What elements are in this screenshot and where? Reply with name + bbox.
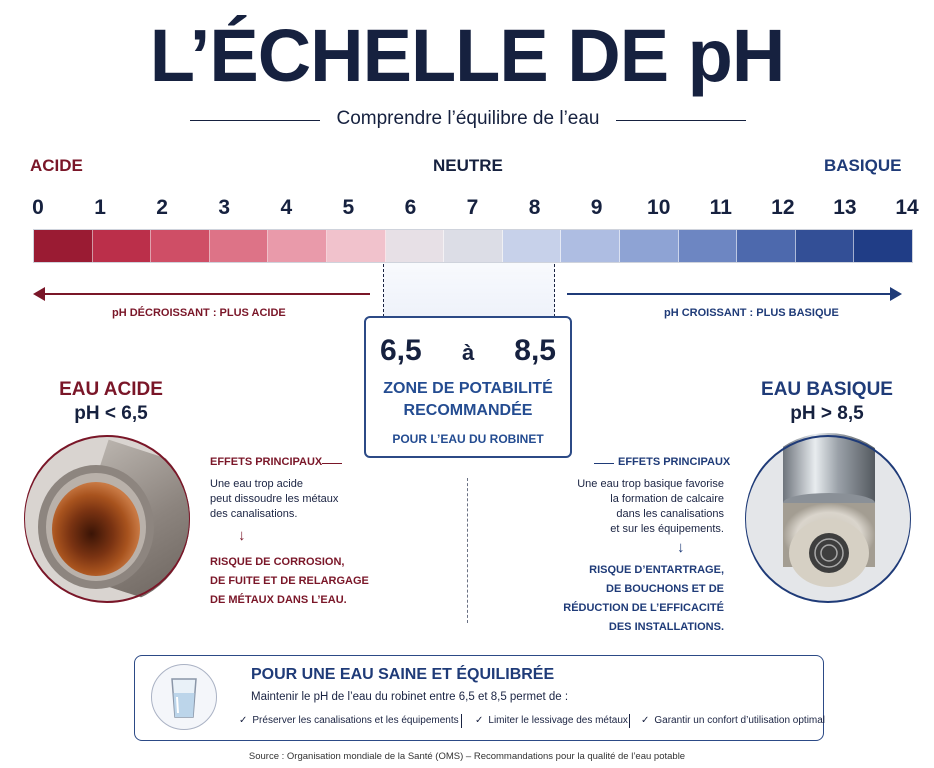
benefit-item xyxy=(475,715,628,726)
ph-tick-label: 1 xyxy=(94,196,106,219)
potable-zone-line1: ZONE DE POTABILITÉ xyxy=(383,380,553,397)
ph-tick-label: 13 xyxy=(833,196,857,219)
benefit-separator xyxy=(629,714,630,728)
ph-segment xyxy=(151,230,210,262)
potable-zone-box xyxy=(364,316,572,458)
healthy-water-box xyxy=(134,655,824,741)
ph-tick-label: 0 xyxy=(32,196,44,219)
subtitle-rule-right xyxy=(616,120,746,121)
ph-tick-label: 6 xyxy=(404,196,417,219)
potable-zone-line2: RECOMMANDÉE xyxy=(403,402,533,419)
decreasing-label: pH DÉCROISSANT : PLUS ACIDE xyxy=(112,307,286,319)
basic-risk-line: RÉDUCTION DE L’EFFICACITÉ xyxy=(563,602,724,614)
ph-segment xyxy=(679,230,738,262)
acid-effects-text xyxy=(210,477,338,522)
basic-risk-text xyxy=(560,561,724,637)
basic-effect-line: Une eau trop basique favorise xyxy=(577,478,724,490)
ph-segment xyxy=(210,230,269,262)
basic-effects-title: EFFETS PRINCIPAUX xyxy=(618,456,731,468)
scaled-faucet-image xyxy=(745,433,911,605)
check-icon: ✓ xyxy=(239,715,248,726)
potable-zone-title xyxy=(366,378,570,422)
basic-arrow-head-icon xyxy=(890,287,902,301)
ph-tick-label: 7 xyxy=(466,196,479,219)
basic-risk-line: DE BOUCHONS ET DE xyxy=(606,583,724,595)
potable-low: 6,5 xyxy=(380,334,422,367)
increasing-label: pH CROISSANT : PLUS BASIQUE xyxy=(664,307,839,319)
subtitle: Comprendre l’équilibre de l’eau xyxy=(336,108,600,129)
check-icon: ✓ xyxy=(641,715,650,726)
water-glass-icon xyxy=(151,664,217,730)
acid-label: ACIDE xyxy=(30,156,83,175)
ph-segment xyxy=(34,230,93,262)
corroded-pipe-image xyxy=(24,433,190,605)
basic-water-condition: pH > 8,5 xyxy=(790,403,864,424)
ph-segment xyxy=(620,230,679,262)
acid-arrow-line xyxy=(40,293,370,295)
basic-water-title: EAU BASIQUE xyxy=(761,379,893,400)
ph-segment xyxy=(503,230,562,262)
benefit-label: Limiter le lessivage des métaux xyxy=(488,715,628,726)
neutral-label: NEUTRE xyxy=(433,156,503,175)
ph-tick-label: 12 xyxy=(771,196,795,219)
subtitle-block xyxy=(190,108,746,132)
acid-arrow-down-icon: ↓ xyxy=(238,527,246,544)
benefit-label: Préserver les canalisations et les équipements xyxy=(252,715,459,726)
ph-tick-label: 5 xyxy=(342,196,355,219)
potable-high: 8,5 xyxy=(514,334,556,367)
ph-segment xyxy=(444,230,503,262)
ph-segment xyxy=(327,230,386,262)
benefit-separator xyxy=(461,714,462,728)
check-icon: ✓ xyxy=(475,715,484,726)
basic-risk-line: RISQUE D’ENTARTRAGE, xyxy=(589,564,724,576)
acid-effects-title: EFFETS PRINCIPAUX xyxy=(210,456,323,468)
ph-tick-label: 4 xyxy=(280,196,293,219)
basic-effects-text xyxy=(560,477,724,537)
acid-arrow-head-icon xyxy=(33,287,45,301)
basic-effects-rule xyxy=(594,463,614,464)
basic-effect-line: la formation de calcaire xyxy=(610,493,724,505)
source-note: Source : Organisation mondiale de la Santé (OMS) – Recommandations pour la qualité de l’eau potable xyxy=(248,751,686,762)
healthy-water-title: POUR UNE EAU SAINE ET ÉQUILIBRÉE xyxy=(251,666,555,683)
acid-effect-line: peut dissoudre les métaux xyxy=(210,493,339,505)
acid-risk-line: DE FUITE ET DE RELARGAGE xyxy=(210,575,369,587)
ph-tick-label: 8 xyxy=(528,196,541,219)
ph-tick-label: 3 xyxy=(218,196,231,219)
acid-risk-line: DE MÉTAUX DANS L’EAU. xyxy=(210,594,347,606)
potable-zone-line3: POUR L’EAU DU ROBINET xyxy=(392,432,544,446)
ph-segment xyxy=(386,230,445,262)
ph-segment xyxy=(737,230,796,262)
acid-water-title: EAU ACIDE xyxy=(59,379,163,400)
ph-tick-label: 11 xyxy=(709,196,732,219)
basic-effect-line: dans les canalisations xyxy=(616,508,724,520)
acid-effects-rule xyxy=(322,463,342,464)
acid-risk-line: RISQUE DE CORROSION, xyxy=(210,556,345,568)
healthy-water-text: Maintenir le pH de l’eau du robinet entre 6,5 et 8,5 permet de : xyxy=(251,691,569,703)
basic-arrow-line xyxy=(567,293,892,295)
page-title: L’ÉCHELLE DE pH xyxy=(149,14,785,97)
ph-segment xyxy=(796,230,855,262)
acid-risk-text xyxy=(210,553,369,610)
basic-label: BASIQUE xyxy=(824,156,902,175)
potable-word: à xyxy=(462,340,475,365)
acid-effect-line: Une eau trop acide xyxy=(210,478,303,490)
acid-effect-line: des canalisations. xyxy=(210,508,298,520)
ph-segment xyxy=(93,230,152,262)
benefit-item xyxy=(641,715,825,726)
benefit-label: Garantir un confort d’utilisation optimal xyxy=(654,715,826,726)
center-dashed-divider xyxy=(467,478,468,623)
ph-segment xyxy=(561,230,620,262)
basic-risk-line: DES INSTALLATIONS. xyxy=(608,621,724,633)
ph-segment xyxy=(268,230,327,262)
ph-segment xyxy=(854,230,912,262)
ph-color-bar xyxy=(33,229,913,263)
benefit-item xyxy=(239,715,459,726)
basic-effect-line: et sur les équipements. xyxy=(610,523,724,535)
ph-tick-label: 2 xyxy=(156,196,168,219)
basic-arrow-down-icon: ↓ xyxy=(677,539,685,556)
ph-tick-label: 9 xyxy=(590,196,603,219)
ph-tick-label: 10 xyxy=(647,196,671,219)
acid-water-condition: pH < 6,5 xyxy=(74,403,148,424)
ph-tick-label: 14 xyxy=(895,196,919,219)
